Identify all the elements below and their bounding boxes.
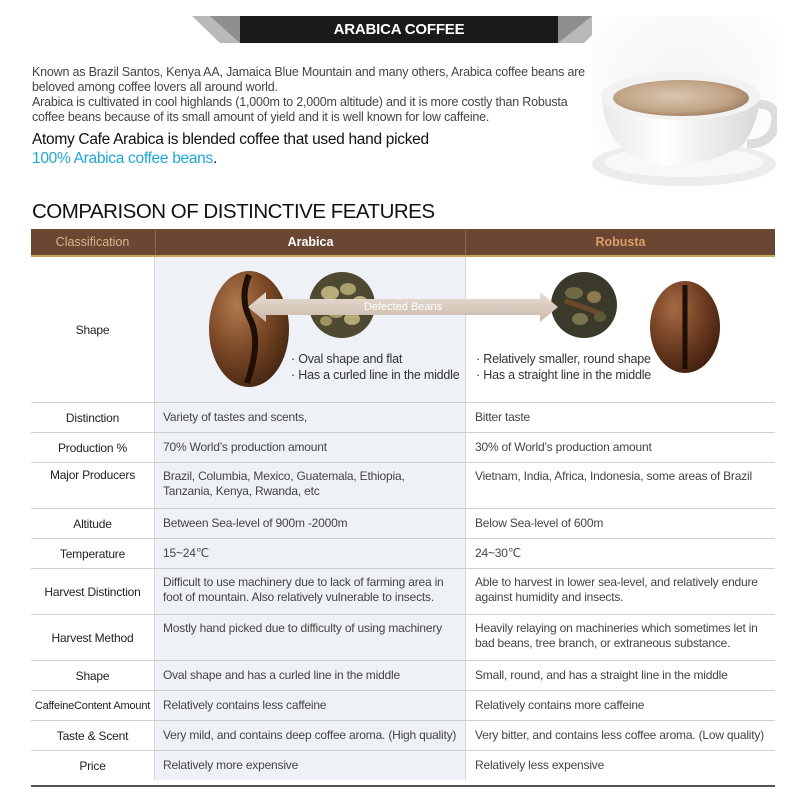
robusta-shape-cell — [465, 257, 775, 402]
row-label: Shape — [75, 322, 110, 337]
coffee-cup-image — [592, 16, 777, 191]
blend-line-2 — [32, 149, 592, 168]
row-label: CaffeineContent Amount — [34, 699, 151, 712]
table-row — [31, 661, 775, 691]
row-label: Major Producers — [49, 468, 136, 482]
robusta-cell: Relatively less expensive — [465, 751, 775, 780]
robusta-note-1: · Relatively smaller, round shape — [476, 352, 651, 366]
arabica-shape-cell — [154, 257, 465, 402]
defected-beans-label: Defected Beans — [363, 301, 443, 313]
header-arabica: Arabica — [155, 229, 465, 255]
arabica-bean-icon — [205, 269, 293, 389]
robusta-cell: Below Sea-level of 600m — [465, 509, 775, 538]
table-row — [31, 721, 775, 751]
robusta-cell: 30% of World’s production amount — [465, 433, 775, 462]
blend-highlight: 100% Arabica coffee beans — [32, 150, 213, 167]
robusta-shape-notes — [476, 351, 651, 383]
arabica-cell: Relatively contains less caffeine — [154, 691, 465, 720]
defected-beans-icon — [550, 271, 618, 339]
robusta-cell: Able to harvest in lower sea-level, and relatively endure against humidity and insects. — [465, 569, 775, 614]
title-banner — [192, 16, 612, 43]
table-row — [31, 691, 775, 721]
table-row — [31, 403, 775, 433]
comparison-title: COMPARISON OF DISTINCTIVE FEATURES — [32, 200, 435, 223]
arabica-cell: Variety of tastes and scents, — [154, 403, 465, 432]
header-robusta: Robusta — [465, 229, 775, 255]
arabica-note-1: · Oval shape and flat — [291, 352, 403, 366]
robusta-cell: Very bitter, and contains less coffee aroma. (Low quality) — [465, 721, 775, 750]
robusta-cell: 24~30℃ — [465, 539, 775, 568]
row-label: Distinction — [65, 410, 120, 425]
row-label: Taste & Scent — [56, 728, 129, 743]
intro-text — [32, 65, 592, 125]
arabica-cell: 15~24℃ — [154, 539, 465, 568]
row-label: Temperature — [59, 546, 126, 561]
row-label: Shape — [75, 668, 110, 683]
robusta-cell: Relatively contains more caffeine — [465, 691, 775, 720]
arabica-cell: Brazil, Columbia, Mexico, Guatemala, Ethiopia, Tanzania, Kenya, Rwanda, etc — [154, 463, 465, 508]
robusta-note-2: · Has a straight line in the middle — [476, 368, 652, 382]
row-label: Harvest Distinction — [44, 584, 141, 599]
table-header — [31, 229, 775, 257]
robusta-cell: Vietnam, India, Africa, Indonesia, some areas of Brazil — [465, 463, 775, 508]
table-row — [31, 751, 775, 780]
table-row — [31, 433, 775, 463]
table-bottom-rule — [31, 785, 775, 787]
arabica-cell: Mostly hand picked due to difficulty of using machinery — [154, 615, 465, 660]
row-label: Production % — [58, 440, 127, 455]
table-row — [31, 615, 775, 661]
robusta-bean-icon — [648, 279, 722, 375]
table-row-shape-images — [31, 257, 775, 403]
row-label: Altitude — [73, 516, 112, 531]
table-row — [31, 569, 775, 615]
row-label: Harvest Method — [51, 630, 134, 645]
arabica-shape-notes — [291, 351, 460, 383]
intro-paragraph-1: Known as Brazil Santos, Kenya AA, Jamaica Blue Mountain and many others, Arabica coffee beans are beloved among coffee lovers all around world. — [32, 65, 585, 94]
table-row — [31, 463, 775, 509]
arabica-cell: Difficult to use machinery due to lack of farming area in foot of mountain. Also relatively vulnerable to insects. — [154, 569, 465, 614]
arabica-cell: 70% World’s production amount — [154, 433, 465, 462]
arabica-cell: Between Sea-level of 900m -2000m — [154, 509, 465, 538]
robusta-cell: Small, round, and has a straight line in the middle — [465, 661, 775, 690]
table-row — [31, 509, 775, 539]
blend-statement — [32, 130, 592, 168]
banner-title: ARABICA COFFEE — [333, 21, 465, 38]
robusta-cell: Bitter taste — [465, 403, 775, 432]
defected-beans-arrow — [248, 292, 558, 322]
intro-paragraph-2: Arabica is cultivated in cool highlands (1,000m to 2,000m altitude) and it is more costly than Robusta coffee beans because of its small amount of yield and it is well known for low caffeine. — [32, 95, 568, 124]
arabica-note-2: · Has a curled line in the middle — [291, 368, 460, 382]
arabica-cell: Relatively more expensive — [154, 751, 465, 780]
robusta-cell: Heavily relaying on machineries which sometimes let in bad beans, tree branch, or extraneous substance. — [465, 615, 775, 660]
table-row — [31, 539, 775, 569]
blend-period: . — [212, 150, 217, 167]
arabica-cell: Oval shape and has a curled line in the middle — [154, 661, 465, 690]
header-classification: Classification — [55, 235, 130, 249]
row-label: Price — [79, 758, 106, 773]
arabica-cell: Very mild, and contains deep coffee aroma. (High quality) — [154, 721, 465, 750]
blend-line-1: Atomy Cafe Arabica is blended coffee that used hand picked — [32, 131, 429, 148]
